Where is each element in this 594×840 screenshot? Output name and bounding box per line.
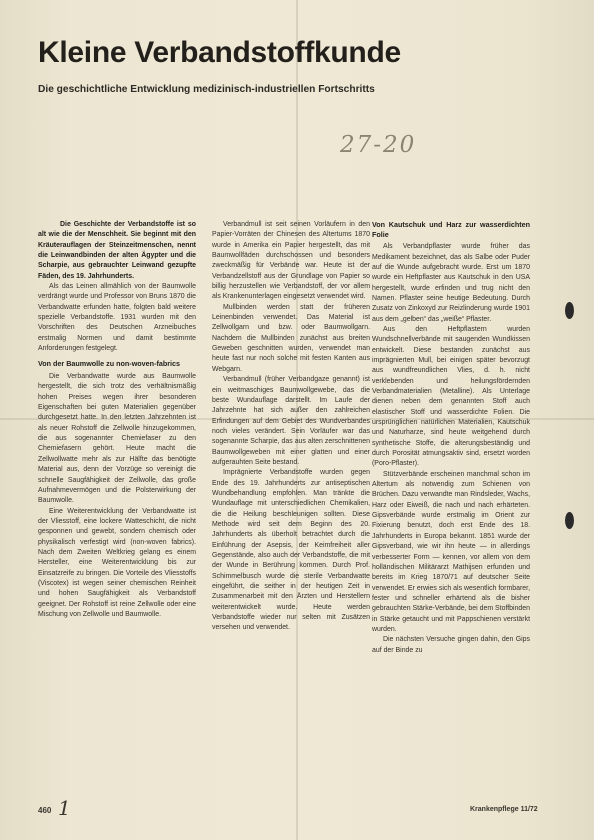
text-column-2 xyxy=(212,220,370,634)
punch-hole xyxy=(565,512,574,529)
paragraph: Aus den Heftpflastern wurden Wundschnellverbände mit saugenden Wundkissen entwickelt. Diese bestanden zunächst aus imprägnierten Mull, bei einigen später bevorzugt aus wundfreundlichen Vlies, d. h. nicht verklebenden und heilungsfördernden Verbandmaterialien (Metalline). Als Unterlage dienen neben dem genannten Stoff auch elastischer Stoff und wasserdichte Folien. Die ursprünglichen natürlichen Materialien, Kautschuk und Naturharze, sind heute weitgehend durch synthetische Stoffe, die alterungsbeständig und durch Porosität atmungsaktiv sind, ersetzt worden (Poro-Pflaster). xyxy=(372,325,530,468)
section-heading: Von Kautschuk und Harz zur wasserdichten Folie xyxy=(372,220,530,239)
punch-hole xyxy=(565,302,574,319)
text-column-3 xyxy=(372,220,530,656)
handwritten-page-mark: 1 xyxy=(58,796,71,820)
section-heading: Von der Baumwolle zu non-woven-fabrics xyxy=(38,359,181,369)
paragraph: Als Verbandpflaster wurde früher das Medikament bezeichnet, das als Salbe oder Puder auf die Wunde aufgebracht wurde. Erst um 1870 wurde ein Heftpflaster aus Kautschuk in den USA hergestellt, wurde erfinden und trug nicht den Namen. Pflaster seine heutige Bedeutung. Durch Zusatz von Zinkoxyd zur Reizlinderung wurde 1901 aus dem „gelben“ das „weiße“ Pflaster. xyxy=(372,243,530,323)
page-number: 460 xyxy=(38,806,52,815)
paragraph: Mullbinden werden statt der früheren Leinenbinden verwendet. Das Material ist Zellwollgarn und bzw. oder Baumwollgarn. Nachdem die Mullbinden zunächst aus breiten Geweben geschnitten wurden, verwendet man heute fast nur noch solche mit festen Kanten aus Webgarn. xyxy=(212,303,370,373)
paragraph: Verbandmull (früher Verbandgaze genannt) ist ein weitmaschiges Baumwollgewebe, das die beste Wundauflage darstellt. Im Laufe der Jahrzehnte hat sich außer den zahlreichen Erfindungen auf dem Gebiet des Wundverbandes noch vieles verändert. Sein Vorläufer war das sogenannte Scharpie, das aus alten zerschnittenen Baumwollgeweben mit einer glatten und einer aufgerauhten Seite bestand. xyxy=(212,376,370,466)
paragraph: Die nächsten Versuche gingen dahin, den Gips auf der Binde zu xyxy=(372,636,530,654)
journal-reference: Krankenpflege 11/72 xyxy=(470,806,538,813)
paragraph: Die Verbandwatte wurde aus Baumwolle hergestellt, die sich trotz des verhältnismäßig hohen Preises wegen ihrer besonderen Eigenschaften bei guten Materialien gegenüber durchgesetzt hatte. In den letzten Jahrzehnten ist als neuer Rohstoff die Zellwolle hinzugekommen, die aus sogenannter Chemiefaser zu den Chemiefasern gehört. Heute macht die Zellwollwatte mehr als zur Hälfte das benötigte Material aus, denn der Vorzüge so vereinigt die schnelle Saugfähigkeit der Zellwolle, das große Aufnahmevermögen und die Polsterwirkung der Baumwolle. xyxy=(38,373,196,505)
text-column-1 xyxy=(38,220,196,620)
lead-paragraph: Die Geschichte der Verbandstoffe ist so alt wie die der Menschheit. Sie beginnt mit den Kräuterauflagen der Steinzeitmenschen, nennt die Leinwandbinden der alten Ägypter und die Scharpie, aus gebrauchter Leinwand gezupfte Fäden, des 19. Jahrhunderts. xyxy=(38,221,196,280)
paragraph: Eine Weiterentwicklung der Verbandwatte ist der Vliesstoff, eine lockere Watteschicht, die nicht gesponnen und gewebt, sondern chemisch oder physikalisch verfestigt wird (non-woven fabrics). Nach dem Zweiten Weltkrieg gelang es einem Hersteller, eine Weiterentwicklung bis zur Einsatzreife zu bringen. Die Vorteile des Vliesstoffs (Viscotex) ist wegen seiner chemischen Reinheit und hohen Saugfähigkeit als Verbandstoff geeignet. Der Rohstoff ist reine Zellwolle oder eine Mischung von Zellwolle und Baumwolle. xyxy=(38,507,196,618)
page-subtitle: Die geschichtliche Entwicklung medizinisch-industriellen Fortschritts xyxy=(38,84,375,95)
paragraph: Stützverbände erscheinen manchmal schon im Altertum als notwendig zum Schienen von Brüchen. Dazu verwandte man Rindsleder, Wachs, Harz oder Eiweiß, die nach und nach erhärteten. Gipsverbände wurde erstmalig im Orient zur Fixierung benutzt, doch erst Ende des 18. Jahrhunderts in Europa bekannt. 1851 wurde der Gipsverband, wie wir ihn heute — in allerdings verbesserter Form — kennen, vor allem von dem holländischen Militärarzt Mathijsen erfunden und bereits im Krieg 1870/71 auf deutscher Seite verwendet. Er erwies sich als wesentlich formbarer, fester und schneller erhärtend als die bisher gebrauchten Stärke-Verbände, bei dem Stoffbinden in Stärke getaucht und mit Pappschienen verstärkt wurden. xyxy=(372,470,531,633)
paragraph: Als das Leinen allmählich von der Baumwolle verdrängt wurde und Professor von Bruns 1870 die Verbandwatte erfunden hatte, folgten bald weitere spezielle Verbandstoffe. 1931 wurden mit den Vorschriften des Deutschen Arzneibuches erstmalig Normen und damit bestimmte Anforderungen festgelegt. xyxy=(38,283,196,353)
page-title: Kleine Verbandstoffkunde xyxy=(38,36,401,69)
handwritten-note: 27-20 xyxy=(340,132,417,158)
paragraph: Verbandmull ist seit seinen Vorläufern in den Papier-Vorräten der Chinesen des Altertums 1870 wurde in Amerika ein Papier hergestellt, das mit Baumwollfäden durchschossen und besonders zweckmäßig für Verbände war. Heute ist der Verbandzellstoff aus der Grundlage von Papier so billig herzustellen wie Verbandstoff, der vor allem als Krankenunterlagen eingesetzt verwendet wird. xyxy=(212,221,370,301)
paragraph: Imprägnierte Verbandstoffe wurden gegen Ende des 19. Jahrhunderts zur antiseptischen Wundbehandlung empfohlen. Man tränkte die Wundauflage mit unterschiedlichen Chemikalien, die die Heilung beschleunigen sollten. Diese Methode wird seit dem Beginn des 20. Jahrhunderts als überholt betrachtet durch die Einführung der Asepsis, der Keimfreiheit aller Gegenstände, also auch der Verbandstoffe, die mit der Wunde in Berührung kommen. Durch Prof. Schimmelbusch wurde die sterile Verbandwatte eingeführt, die seither in der heutigen Zeit in Zusammenarbeit mit den Ärzten und Herstellern weiterentwickelt wurde. Heute werden Verbandstoffe wieder nur selten mit Zusätzen versehen und verwendet. xyxy=(212,469,370,632)
